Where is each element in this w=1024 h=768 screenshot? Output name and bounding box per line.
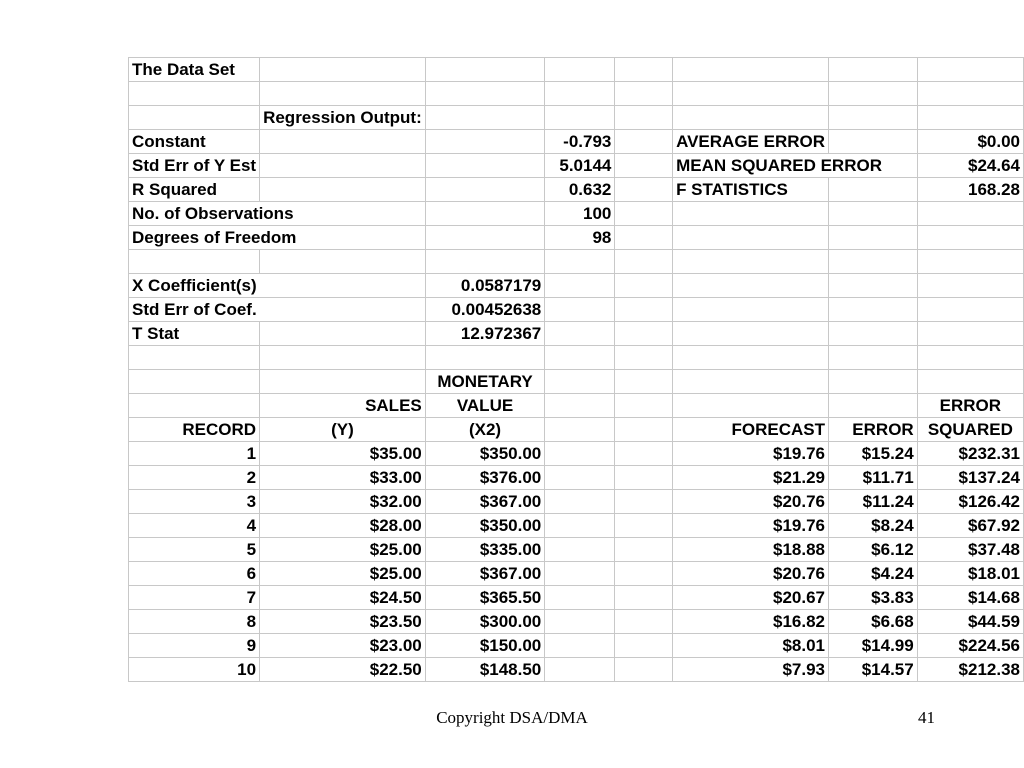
header-error: ERROR xyxy=(829,418,918,442)
empty-cell xyxy=(545,538,615,562)
coef-label: X Coefficient(s) xyxy=(129,274,426,298)
table-row xyxy=(129,586,1024,610)
header-y: (Y) xyxy=(260,418,426,442)
page-number: 41 xyxy=(918,708,935,727)
sales-cell: $23.50 xyxy=(260,610,426,634)
sales-cell: $35.00 xyxy=(260,442,426,466)
empty-cell xyxy=(829,58,918,82)
record-cell: 1 xyxy=(129,442,260,466)
empty-cell xyxy=(615,562,673,586)
copyright-footer: Copyright DSA/DMA xyxy=(436,708,588,727)
table-row xyxy=(129,490,1024,514)
coef-value: 0.0587179 xyxy=(425,274,545,298)
monetary-cell: $365.50 xyxy=(425,586,545,610)
header-x2: (X2) xyxy=(425,418,545,442)
forecast-cell: $19.76 xyxy=(673,442,829,466)
forecast-cell: $20.76 xyxy=(673,562,829,586)
record-cell: 10 xyxy=(129,658,260,682)
table-row xyxy=(129,634,1024,658)
record-cell: 3 xyxy=(129,490,260,514)
error-cell: $11.71 xyxy=(829,466,918,490)
header-monetary: MONETARY xyxy=(425,370,545,394)
table-row xyxy=(129,562,1024,586)
error-squared-cell: $224.56 xyxy=(917,634,1023,658)
error-cell: $6.68 xyxy=(829,610,918,634)
side-stat-label: F STATISTICS xyxy=(673,178,829,202)
error-squared-cell: $232.31 xyxy=(917,442,1023,466)
monetary-cell: $367.00 xyxy=(425,490,545,514)
coef-label: T Stat xyxy=(129,322,260,346)
error-squared-cell: $37.48 xyxy=(917,538,1023,562)
coef-value: 12.972367 xyxy=(425,322,545,346)
empty-cell xyxy=(917,58,1023,82)
table-row xyxy=(129,442,1024,466)
empty-cell xyxy=(545,466,615,490)
stat-value: 100 xyxy=(545,202,615,226)
record-cell: 9 xyxy=(129,634,260,658)
empty-cell xyxy=(545,586,615,610)
side-stat-value: 168.28 xyxy=(917,178,1023,202)
stat-label: Degrees of Freedom xyxy=(129,226,426,250)
error-squared-cell: $14.68 xyxy=(917,586,1023,610)
stat-value: 5.0144 xyxy=(545,154,615,178)
data-rows xyxy=(129,442,1024,682)
sales-cell: $32.00 xyxy=(260,490,426,514)
empty-cell xyxy=(545,610,615,634)
table-row xyxy=(129,658,1024,682)
record-cell: 7 xyxy=(129,586,260,610)
header-record: RECORD xyxy=(129,418,260,442)
error-squared-cell: $44.59 xyxy=(917,610,1023,634)
sales-cell: $33.00 xyxy=(260,466,426,490)
monetary-cell: $350.00 xyxy=(425,514,545,538)
forecast-cell: $20.76 xyxy=(673,490,829,514)
side-stat-value: $0.00 xyxy=(917,130,1023,154)
side-stat-label: AVERAGE ERROR xyxy=(673,130,829,154)
empty-cell xyxy=(615,610,673,634)
forecast-cell: $18.88 xyxy=(673,538,829,562)
empty-cell xyxy=(615,442,673,466)
empty-cell xyxy=(615,538,673,562)
stat-value: 0.632 xyxy=(545,178,615,202)
coef-label: Std Err of Coef. xyxy=(129,298,426,322)
empty-cell xyxy=(615,58,673,82)
empty-cell xyxy=(425,58,545,82)
regression-output-label: Regression Output: xyxy=(260,106,426,130)
sales-cell: $28.00 xyxy=(260,514,426,538)
monetary-cell: $150.00 xyxy=(425,634,545,658)
forecast-cell: $16.82 xyxy=(673,610,829,634)
error-cell: $14.57 xyxy=(829,658,918,682)
table-row xyxy=(129,466,1024,490)
empty-cell xyxy=(545,58,615,82)
coef-value: 0.00452638 xyxy=(425,298,545,322)
sales-cell: $25.00 xyxy=(260,562,426,586)
header-value: VALUE xyxy=(425,394,545,418)
forecast-cell: $7.93 xyxy=(673,658,829,682)
empty-cell xyxy=(545,658,615,682)
error-squared-cell: $67.92 xyxy=(917,514,1023,538)
monetary-cell: $335.00 xyxy=(425,538,545,562)
forecast-cell: $19.76 xyxy=(673,514,829,538)
empty-cell xyxy=(615,514,673,538)
empty-cell xyxy=(260,58,426,82)
side-stat-value: $24.64 xyxy=(917,154,1023,178)
error-cell: $14.99 xyxy=(829,634,918,658)
empty-cell xyxy=(545,634,615,658)
error-cell: $3.83 xyxy=(829,586,918,610)
record-cell: 6 xyxy=(129,562,260,586)
forecast-cell: $21.29 xyxy=(673,466,829,490)
spreadsheet xyxy=(128,57,1024,682)
empty-cell xyxy=(615,586,673,610)
stat-value: -0.793 xyxy=(545,130,615,154)
stat-label: R Squared xyxy=(129,178,260,202)
empty-cell xyxy=(615,490,673,514)
monetary-cell: $376.00 xyxy=(425,466,545,490)
monetary-cell: $148.50 xyxy=(425,658,545,682)
sales-cell: $23.00 xyxy=(260,634,426,658)
header-sales: SALES xyxy=(260,394,426,418)
sales-cell: $25.00 xyxy=(260,538,426,562)
monetary-cell: $300.00 xyxy=(425,610,545,634)
record-cell: 2 xyxy=(129,466,260,490)
error-cell: $15.24 xyxy=(829,442,918,466)
stat-label: Std Err of Y Est xyxy=(129,154,260,178)
sales-cell: $24.50 xyxy=(260,586,426,610)
table-row xyxy=(129,538,1024,562)
monetary-cell: $350.00 xyxy=(425,442,545,466)
table-row xyxy=(129,610,1024,634)
error-cell: $11.24 xyxy=(829,490,918,514)
error-squared-cell: $137.24 xyxy=(917,466,1023,490)
error-cell: $8.24 xyxy=(829,514,918,538)
side-stat-label: MEAN SQUARED ERROR xyxy=(673,154,918,178)
monetary-cell: $367.00 xyxy=(425,562,545,586)
error-squared-cell: $18.01 xyxy=(917,562,1023,586)
record-cell: 8 xyxy=(129,610,260,634)
empty-cell xyxy=(615,466,673,490)
header-squared: SQUARED xyxy=(917,418,1023,442)
forecast-cell: $8.01 xyxy=(673,634,829,658)
empty-cell xyxy=(673,58,829,82)
error-squared-cell: $126.42 xyxy=(917,490,1023,514)
table-row xyxy=(129,514,1024,538)
sales-cell: $22.50 xyxy=(260,658,426,682)
empty-cell xyxy=(545,562,615,586)
stat-label: No. of Observations xyxy=(129,202,426,226)
error-squared-cell: $212.38 xyxy=(917,658,1023,682)
empty-cell xyxy=(615,634,673,658)
error-cell: $6.12 xyxy=(829,538,918,562)
sheet-title: The Data Set xyxy=(129,58,260,82)
record-cell: 5 xyxy=(129,538,260,562)
empty-cell xyxy=(615,658,673,682)
error-cell: $4.24 xyxy=(829,562,918,586)
empty-cell xyxy=(545,490,615,514)
empty-cell xyxy=(545,442,615,466)
empty-cell xyxy=(545,514,615,538)
header-forecast: FORECAST xyxy=(673,418,829,442)
regression-table xyxy=(128,57,1024,682)
stat-value: 98 xyxy=(545,226,615,250)
record-cell: 4 xyxy=(129,514,260,538)
forecast-cell: $20.67 xyxy=(673,586,829,610)
stat-label: Constant xyxy=(129,130,260,154)
header-error-top: ERROR xyxy=(917,394,1023,418)
